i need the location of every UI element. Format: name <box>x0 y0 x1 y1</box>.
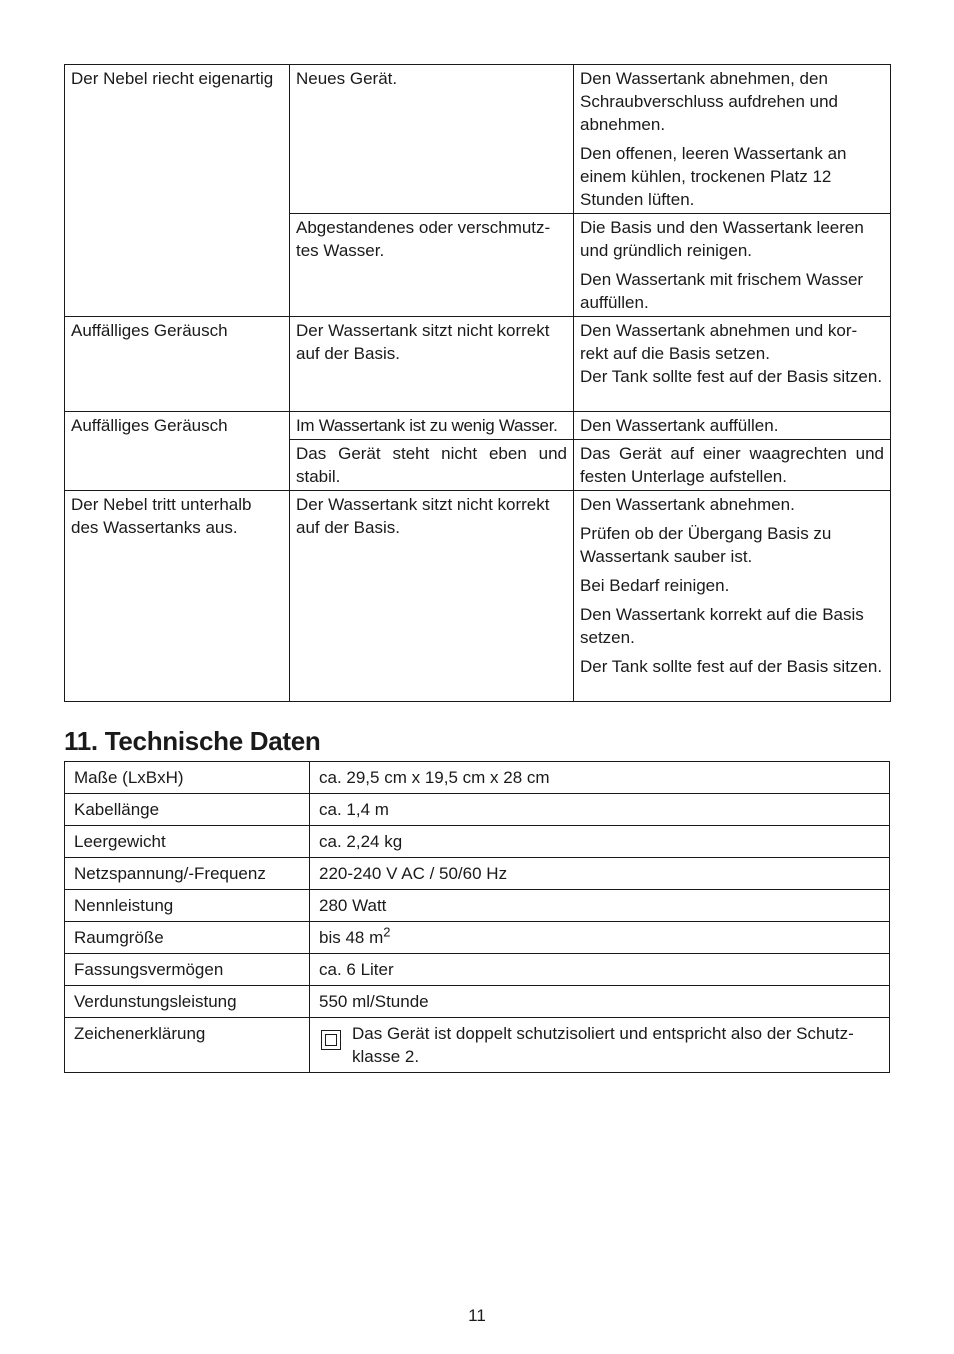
solution-text: Der Tank sollte fest auf der Basis sitzen. <box>580 367 883 386</box>
solution-cell: Den Wassertank auffüllen. <box>574 412 891 440</box>
spec-value <box>310 922 890 954</box>
cause-cell: Der Wassertank sitzt nicht korrekt auf der Basis. <box>290 491 574 702</box>
solution-cell <box>574 65 891 214</box>
solution-text: Den Wassertank abnehmen. <box>580 495 795 514</box>
troubleshooting-table <box>64 64 891 702</box>
problem-cell: Auffälliges Geräusch <box>65 412 290 491</box>
solution-text: Die Basis und den Wassertank leeren und gründlich reinigen. <box>580 218 864 260</box>
spec-row <box>65 954 890 986</box>
solution-text: Den Wassertank korrekt auf die Basis setzen. <box>580 605 864 647</box>
problem-cell: Auffälliges Geräusch <box>65 317 290 412</box>
spec-value: ca. 1,4 m <box>310 794 890 826</box>
spec-row <box>65 1018 890 1073</box>
spec-row <box>65 986 890 1018</box>
spec-label: Maße (LxBxH) <box>65 762 310 794</box>
spec-row <box>65 858 890 890</box>
spec-label: Netzspannung/-Frequenz <box>65 858 310 890</box>
spec-row <box>65 794 890 826</box>
solution-text: Den Wassertank abnehmen und kor-rekt auf die Basis setzen. <box>580 321 858 363</box>
solution-cell <box>574 317 891 412</box>
spec-label: Nennleistung <box>65 890 310 922</box>
double-insulation-icon <box>321 1030 341 1050</box>
cause-cell: Das Gerät steht nicht eben und stabil. <box>290 440 574 491</box>
spec-label: Leergewicht <box>65 826 310 858</box>
table-row <box>65 65 891 214</box>
spec-value: ca. 2,24 kg <box>310 826 890 858</box>
section-heading: 11. Technische Daten <box>64 726 321 756</box>
spec-row <box>65 826 890 858</box>
cause-cell: Neues Gerät. <box>290 65 574 214</box>
spec-row <box>65 922 890 954</box>
spec-value-text: bis 48 m <box>319 928 384 947</box>
solution-text: Der Tank sollte fest auf der Basis sitzen. <box>580 657 883 676</box>
spec-row <box>65 890 890 922</box>
spec-label: Zeichenerklärung <box>65 1018 310 1073</box>
page-number: 11 <box>468 1306 486 1325</box>
solution-cell <box>574 214 891 317</box>
spec-value: 550 ml/Stunde <box>310 986 890 1018</box>
table-row <box>65 491 891 702</box>
spec-value: ca. 29,5 cm x 19,5 cm x 28 cm <box>310 762 890 794</box>
spec-value-text: Das Gerät ist doppelt schutzisoliert und entspricht also der Schutz-klasse 2. <box>352 1024 854 1066</box>
solution-text: Bei Bedarf reinigen. <box>580 576 730 595</box>
cause-cell: Der Wassertank sitzt nicht korrekt auf der Basis. <box>290 317 574 412</box>
table-row <box>65 317 891 412</box>
spec-value: ca. 6 Liter <box>310 954 890 986</box>
spec-label: Raumgröße <box>65 922 310 954</box>
spec-value: 280 Watt <box>310 890 890 922</box>
superscript: 2 <box>383 924 391 940</box>
spec-label: Fassungsvermögen <box>65 954 310 986</box>
solution-cell: Das Gerät auf einer waagrechten und festen Unterlage aufstellen. <box>574 440 891 491</box>
spec-row <box>65 762 890 794</box>
spec-label: Kabellänge <box>65 794 310 826</box>
cause-cell: Im Wassertank ist zu wenig Wasser. <box>290 412 574 440</box>
problem-cell: Der Nebel riecht eigenartig <box>65 65 290 317</box>
specs-table <box>64 761 890 1073</box>
solution-text: Prüfen ob der Übergang Basis zu Wassertank sauber ist. <box>580 524 832 566</box>
problem-cell: Der Nebel tritt unterhalb des Wassertanks aus. <box>65 491 290 702</box>
solution-cell <box>574 491 891 702</box>
spec-label: Verdunstungsleistung <box>65 986 310 1018</box>
spec-value <box>310 1018 890 1073</box>
spec-value: 220-240 V AC / 50/60 Hz <box>310 858 890 890</box>
table-row <box>65 412 891 440</box>
solution-text: Den Wassertank mit frischem Wasser auffüllen. <box>580 270 864 312</box>
solution-text: Den offenen, leeren Wassertank an einem kühlen, trockenen Platz 12 Stunden lüften. <box>580 144 847 209</box>
cause-cell: Abgestandenes oder verschmutz-tes Wasser. <box>290 214 574 317</box>
solution-text: Den Wassertank abnehmen, den Schraubverschluss aufdrehen und abnehmen. <box>580 69 838 134</box>
